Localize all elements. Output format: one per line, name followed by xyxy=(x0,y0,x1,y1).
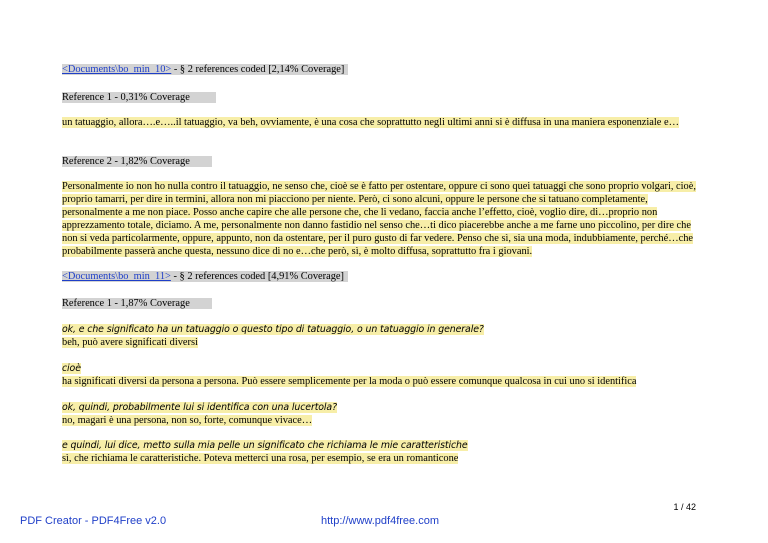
doc2-header-coverage: - § 2 references coded [4,91% Coverage] xyxy=(170,271,344,282)
pdf4free-url[interactable]: http://www.pdf4free.com xyxy=(321,515,439,527)
doc1-header xyxy=(62,63,348,76)
page-number: 1 / 42 xyxy=(673,502,696,512)
pdf-creator-footer[interactable]: PDF Creator - PDF4Free v2.0 xyxy=(20,515,167,527)
doc1-ref2-text: Personalmente io non ho nulla contro il tatuaggio, ne senso che, cioè se è fatto per ostentare, oppure ci sono quei tatuaggi che sono proprio volgari, cioè, proprio tamarri, per dire in termini, allora non mi piacciono per niente. Però, ci sono alcuni, oppure le persone che si tatuano completamente, personalmente a me non piace. Posso anche capire che alle persone che, che li vedano, faccia anche l’effetto, cioè, voglio dire, di…proprio non apprezzamento totale, diciamo. A me, personalmente non danno fastidio nel senso che…ti dico piacerebbe anche a me farne uno piccolino, per dire che non si veda particolarmente, oppure, appunto, non da ostentare, per il puro gusto di far vedere. Penso che sì, sia una moda, indubbiamente, perché…che probabilmente passerà anche questa, nessuno dice di no e…che però, sì, è molto diffusa, soprattutto fra i giovani. xyxy=(62,181,696,257)
exchange-answer: ha significati diversi da persona a persona. Può essere semplicemente per la moda o può essere comunque qualcosa in cui uno si identifica xyxy=(62,376,637,387)
doc1-header-coverage: - § 2 references coded [2,14% Coverage] xyxy=(171,64,345,75)
doc2-link[interactable]: <Documents\bo_min_11> xyxy=(62,271,171,282)
exchange-question: ok, e che significato ha un tatuaggio o questo tipo di tatuaggio, o un tatuaggio in generale? xyxy=(62,324,484,335)
exchange-question: cioè xyxy=(62,363,81,374)
doc1-ref1-label: Reference 1 - 0,31% Coverage xyxy=(62,91,216,104)
doc2-ref1-label: Reference 1 - 1,87% Coverage xyxy=(62,297,212,310)
doc1-ref1-text: un tatuaggio, allora….e…..il tatuaggio, va beh, ovviamente, è una cosa che soprattutto negli ultimi anni si è diffusa in una maniera esponenziale e… xyxy=(62,117,679,128)
exchange-answer: sì, che richiama le caratteristiche. Poteva metterci una rosa, per esempio, se era un romanticone xyxy=(62,453,459,464)
doc1-link[interactable]: <Documents\bo_min_10> xyxy=(62,64,172,75)
exchange-answer: beh, può avere significati diversi xyxy=(62,337,198,348)
exchange-question: ok, quindi, probabilmente lui si identifica con una lucertola? xyxy=(62,402,337,413)
exchange-question: e quindi, lui dice, metto sulla mia pelle un significato che richiama le mie caratteristiche xyxy=(62,440,468,451)
doc2-header xyxy=(62,270,348,283)
exchange-answer: no, magari è una persona, non so, forte, comunque vivace… xyxy=(62,415,313,426)
doc1-ref2-label: Reference 2 - 1,82% Coverage xyxy=(62,155,212,168)
